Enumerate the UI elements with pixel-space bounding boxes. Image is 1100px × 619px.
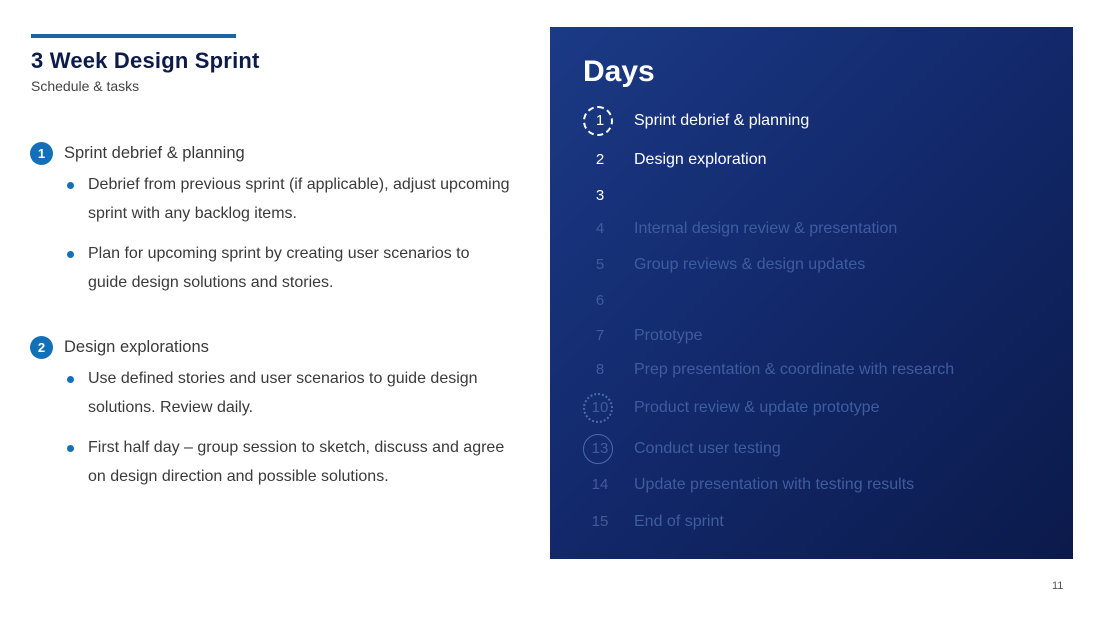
- page-number: 11: [1052, 580, 1064, 592]
- day-row: [580, 250, 1060, 280]
- section-title: Sprint debrief & planning: [64, 143, 245, 162]
- bullet-text: Use defined stories and user scenarios to guide design solutions. Review daily.: [88, 370, 478, 416]
- day-number: 3: [595, 187, 605, 204]
- day-number: 14: [591, 476, 609, 493]
- day-label: Group reviews & design updates: [634, 256, 866, 273]
- day-row: [580, 393, 1060, 423]
- section-design-explorations: [30, 335, 510, 491]
- bullet-text: Debrief from previous sprint (if applicable), adjust upcoming sprint with any backlog items.: [88, 176, 510, 222]
- bullet-dot-icon: [67, 251, 74, 258]
- day-number: 15: [591, 513, 609, 530]
- day-number: 7: [595, 327, 605, 344]
- day-row: [580, 434, 1060, 464]
- day-number: 8: [595, 361, 605, 378]
- day-row: [580, 181, 1060, 211]
- bullet-list: [30, 364, 510, 491]
- bullet-text: First half day – group session to sketch, discuss and agree on design direction and possible solutions.: [88, 439, 505, 485]
- bullet-text: Plan for upcoming sprint by creating user scenarios to guide design solutions and stories.: [88, 245, 470, 291]
- section-title: Design explorations: [64, 337, 209, 356]
- number-badge: 1: [30, 142, 53, 165]
- day-row: [580, 286, 1060, 316]
- bullet-item: [30, 170, 510, 228]
- bullet-dot-icon: [67, 376, 74, 383]
- day-label: Prep presentation & coordinate with research: [634, 361, 955, 378]
- day-number: 6: [595, 292, 605, 309]
- days-title: Days: [583, 55, 655, 88]
- title-accent-rule: [31, 34, 236, 38]
- bullet-item: [30, 239, 510, 297]
- days-panel: [550, 27, 1073, 559]
- day-number: 5: [595, 256, 605, 273]
- day-label: Conduct user testing: [634, 440, 781, 457]
- day-label: Design exploration: [634, 151, 767, 168]
- bullet-item: [30, 433, 510, 491]
- day-row: [580, 106, 1060, 136]
- day-row: [580, 321, 1060, 351]
- bullet-dot-icon: [67, 182, 74, 189]
- section-header: [30, 141, 510, 165]
- day-row: [580, 355, 1060, 385]
- day-label: Product review & update prototype: [634, 399, 880, 416]
- day-row: [580, 507, 1060, 537]
- day-label: Sprint debrief & planning: [634, 112, 810, 129]
- day-row: [580, 145, 1060, 175]
- bullet-dot-icon: [67, 445, 74, 452]
- day-label: End of sprint: [634, 513, 724, 530]
- section-sprint-debrief: [30, 141, 510, 297]
- day-row: [580, 214, 1060, 244]
- day-label: Prototype: [634, 327, 703, 344]
- day-label: Update presentation with testing results: [634, 476, 915, 493]
- day-label: Internal design review & presentation: [634, 220, 898, 237]
- section-header: [30, 335, 510, 359]
- page-title: 3 Week Design Sprint: [31, 48, 260, 73]
- day-row: [580, 470, 1060, 500]
- day-number: 1: [580, 107, 620, 135]
- day-number: 10: [580, 394, 620, 422]
- bullet-item: [30, 364, 510, 422]
- day-number: 2: [595, 151, 605, 168]
- day-number: 4: [595, 220, 605, 237]
- page-subtitle: Schedule & tasks: [31, 78, 140, 94]
- number-badge: 2: [30, 336, 53, 359]
- bullet-list: [30, 170, 510, 297]
- day-number: 13: [580, 435, 620, 463]
